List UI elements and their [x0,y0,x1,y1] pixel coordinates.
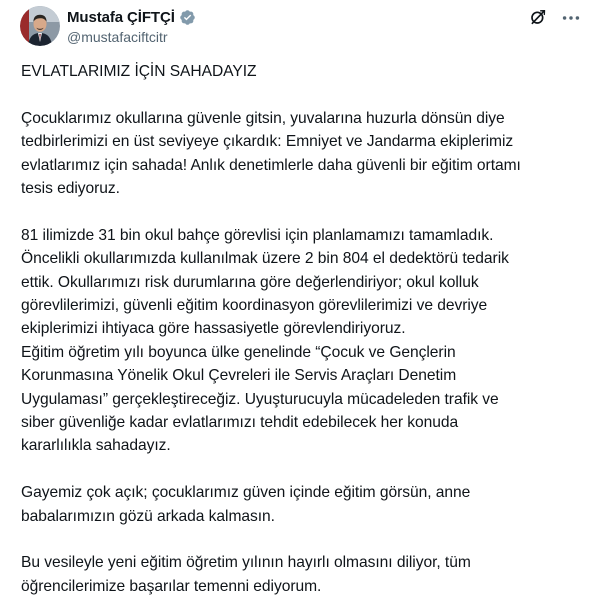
tweet-paragraph-title: EVLATLARIMIZ İÇİN SAHADAYIZ [21,63,257,80]
name-row [67,8,196,26]
user-handle[interactable]: @mustafaciftcitr [67,29,168,45]
avatar[interactable] [20,6,60,46]
grok-icon[interactable] [528,7,548,27]
tweet-paragraph: Bu vesileyle yeni eğitim öğretim yılının hayırlı olmasını diliyor, tüm öğrencilerimize başarılar temenni ediyorum. [21,554,471,595]
tweet-paragraph: Çocuklarımız okullarına güvenle gitsin, yuvalarına huzurla dönsün diye tedbirlerimizi en üst seviyeye çıkardık: Emniyet ve Jandarma ekiplerimiz evlatlarımız için sahada! Anlık denetimlerle daha güvenli bir eğitim ortamı tesis ediyoruz. [21,109,521,198]
tweet-text [21,60,586,598]
tweet-paragraph: Gayemiz çok açık; çocuklarımız güven içinde eğitim görsün, anne babalarımızın gözü arkada kalmasın. [21,484,471,525]
display-name[interactable]: Mustafa ÇİFTÇİ [67,8,175,26]
user-block[interactable] [67,8,196,45]
avatar-portrait-icon [20,6,60,46]
more-icon[interactable] [560,7,582,29]
tweet-paragraph: 81 ilimizde 31 bin okul bahçe görevlisi için planlamamızı tamamladık. Öncelikli okullarımızda kullanılmak üzere 2 bin 804 el dedektörü tedarik ettik. Okullarımızı risk durumlarına göre değerlendiriyor; okul kolluk görevlilerimizi, güvenli eğitim koordinasyon görevlilerimizi ve devriye ekiplerimizi ihtiyaca göre hassasiyetle görevlendiriyoruz. Eğitim öğretim yılı boyunca ülke genelinde “Çocuk ve Gençlerin Korunmasına Yönelik Okul Çevreleri ile Servis Araçları Denetim Uygulaması” gerçekleştireceğiz. Uyuşturucuyla mücadeleden trafik ve siber güvenliğe kadar evlatlarımızı tehdit edebilecek her konuda kararlılıkla sahadayız. [21,226,509,455]
verified-badge-icon[interactable] [179,9,196,26]
tweet-header [20,6,583,48]
